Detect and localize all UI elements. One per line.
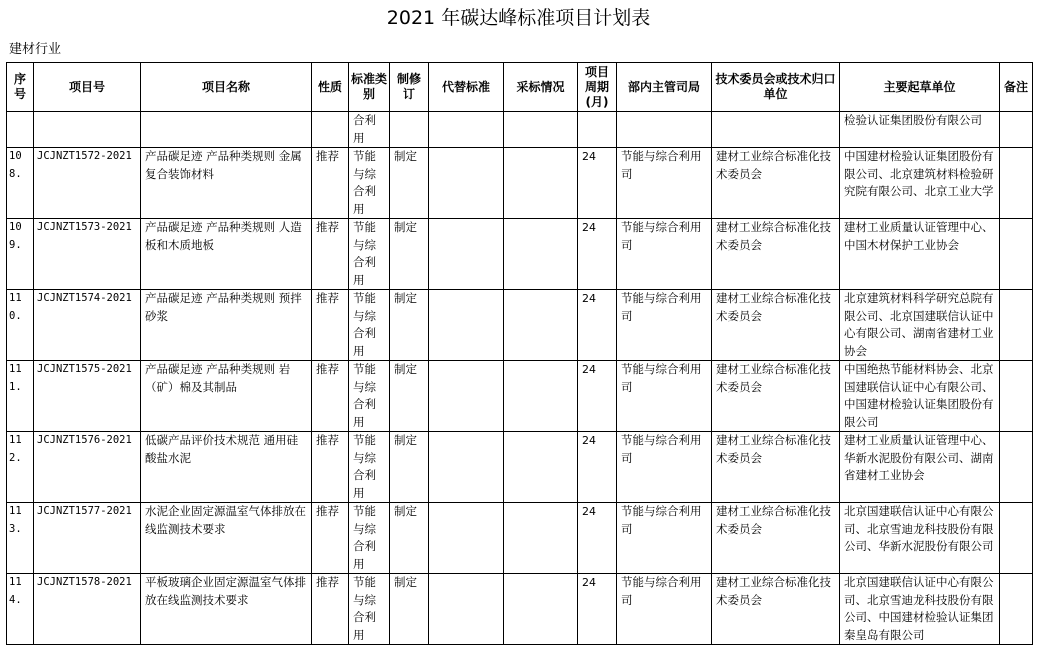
table-row — [7, 432, 1033, 503]
cell-period: 24 — [578, 290, 617, 361]
cell-remark — [1000, 290, 1033, 361]
cell-replace — [429, 503, 504, 574]
header-code: 项目号 — [34, 63, 141, 112]
cell-replace — [429, 290, 504, 361]
page-title: 2021 年碳达峰标准项目计划表 — [386, 7, 651, 29]
cell-revision: 制定 — [390, 503, 429, 574]
cell-remark — [1000, 219, 1033, 290]
cell-drafters: 中国绝热节能材料协会、北京国建联信认证中心有限公司、中国建材检验认证集团股份有限公司 — [840, 361, 1000, 432]
cell-category: 节能与综合利用 — [349, 503, 390, 574]
header-committee: 技术委员会或技术归口单位 — [712, 63, 840, 112]
cell-dept: 节能与综合利用司 — [617, 503, 712, 574]
cell-remark — [1000, 503, 1033, 574]
table-row-continuation — [7, 112, 1033, 148]
cell-seq: 114. — [7, 574, 34, 645]
cell-seq: 112. — [7, 432, 34, 503]
header-seq: 序号 — [7, 63, 34, 112]
cell-adopt — [504, 290, 578, 361]
cell-dept: 节能与综合利用司 — [617, 432, 712, 503]
cell-revision: 制定 — [390, 290, 429, 361]
cell-period: 24 — [578, 219, 617, 290]
cell-revision: 制定 — [390, 361, 429, 432]
cell-seq: 110. — [7, 290, 34, 361]
cell-remark — [1000, 574, 1033, 645]
cell-empty — [1000, 112, 1033, 148]
table-row — [7, 148, 1033, 219]
table-row — [7, 574, 1033, 645]
cell-period: 24 — [578, 148, 617, 219]
header-dept: 部内主管司局 — [617, 63, 712, 112]
cell-nature: 推荐 — [312, 503, 349, 574]
cell-nature: 推荐 — [312, 290, 349, 361]
cell-category: 节能与综合利用 — [349, 219, 390, 290]
cell-revision: 制定 — [390, 574, 429, 645]
cell-drafters: 北京国建联信认证中心有限公司、北京雪迪龙科技股份有限公司、中国建材检验认证集团秦皇岛有限公司 — [840, 574, 1000, 645]
cell-revision: 制定 — [390, 148, 429, 219]
cell-remark — [1000, 361, 1033, 432]
cell-seq: 111. — [7, 361, 34, 432]
cell-code: JCJNZT1578-2021 — [34, 574, 141, 645]
cell-empty — [578, 112, 617, 148]
cell-name: 产品碳足迹 产品种类规则 人造板和木质地板 — [141, 219, 312, 290]
cell-drafters: 建材工业质量认证管理中心、中国木材保护工业协会 — [840, 219, 1000, 290]
cell-period: 24 — [578, 503, 617, 574]
cell-empty — [390, 112, 429, 148]
cell-dept: 节能与综合利用司 — [617, 361, 712, 432]
cell-drafters: 北京国建联信认证中心有限公司、北京雪迪龙科技股份有限公司、华新水泥股份有限公司 — [840, 503, 1000, 574]
cell-empty — [7, 112, 34, 148]
cell-nature: 推荐 — [312, 432, 349, 503]
cell-seq: 109. — [7, 219, 34, 290]
table-header-row — [7, 63, 1033, 112]
cell-name: 产品碳足迹 产品种类规则 岩（矿）棉及其制品 — [141, 361, 312, 432]
cell-category: 合利用 — [349, 112, 390, 148]
header-drafters: 主要起草单位 — [840, 63, 1000, 112]
cell-committee: 建材工业综合标准化技术委员会 — [712, 361, 840, 432]
cell-remark — [1000, 432, 1033, 503]
table-row — [7, 361, 1033, 432]
cell-adopt — [504, 361, 578, 432]
cell-replace — [429, 361, 504, 432]
cell-revision: 制定 — [390, 432, 429, 503]
header-remark: 备注 — [1000, 63, 1033, 112]
cell-code: JCJNZT1572-2021 — [34, 148, 141, 219]
cell-period: 24 — [578, 574, 617, 645]
cell-drafters: 中国建材检验认证集团股份有限公司、北京建筑材料检验研究院有限公司、北京工业大学 — [840, 148, 1000, 219]
cell-name: 低碳产品评价技术规范 通用硅酸盐水泥 — [141, 432, 312, 503]
cell-category: 节能与综合利用 — [349, 432, 390, 503]
cell-dept: 节能与综合利用司 — [617, 219, 712, 290]
cell-committee: 建材工业综合标准化技术委员会 — [712, 219, 840, 290]
cell-adopt — [504, 148, 578, 219]
cell-nature: 推荐 — [312, 219, 349, 290]
cell-empty — [712, 112, 840, 148]
cell-drafters: 北京建筑材料科学研究总院有限公司、北京国建联信认证中心有限公司、湖南省建材工业协会 — [840, 290, 1000, 361]
cell-dept: 节能与综合利用司 — [617, 148, 712, 219]
table-body — [7, 112, 1033, 645]
cell-empty — [312, 112, 349, 148]
cell-adopt — [504, 503, 578, 574]
cell-code: JCJNZT1574-2021 — [34, 290, 141, 361]
cell-name: 产品碳足迹 产品种类规则 预拌砂浆 — [141, 290, 312, 361]
cell-replace — [429, 219, 504, 290]
table-row — [7, 290, 1033, 361]
cell-empty — [504, 112, 578, 148]
cell-dept: 节能与综合利用司 — [617, 574, 712, 645]
header-period: 项目周期(月) — [578, 63, 617, 112]
cell-remark — [1000, 148, 1033, 219]
cell-nature: 推荐 — [312, 148, 349, 219]
cell-code: JCJNZT1577-2021 — [34, 503, 141, 574]
cell-drafters: 检验认证集团股份有限公司 — [840, 112, 1000, 148]
cell-period: 24 — [578, 432, 617, 503]
cell-category: 节能与综合利用 — [349, 361, 390, 432]
cell-adopt — [504, 432, 578, 503]
cell-period: 24 — [578, 361, 617, 432]
cell-committee: 建材工业综合标准化技术委员会 — [712, 432, 840, 503]
cell-code: JCJNZT1573-2021 — [34, 219, 141, 290]
cell-committee: 建材工业综合标准化技术委员会 — [712, 290, 840, 361]
cell-code: JCJNZT1575-2021 — [34, 361, 141, 432]
cell-drafters: 建材工业质量认证管理中心、华新水泥股份有限公司、湖南省建材工业协会 — [840, 432, 1000, 503]
standards-table — [6, 62, 1033, 645]
cell-nature: 推荐 — [312, 361, 349, 432]
cell-seq: 108. — [7, 148, 34, 219]
cell-empty — [617, 112, 712, 148]
cell-replace — [429, 432, 504, 503]
cell-seq: 113. — [7, 503, 34, 574]
cell-committee: 建材工业综合标准化技术委员会 — [712, 148, 840, 219]
cell-committee: 建材工业综合标准化技术委员会 — [712, 503, 840, 574]
cell-name: 水泥企业固定源温室气体排放在线监测技术要求 — [141, 503, 312, 574]
cell-empty — [141, 112, 312, 148]
cell-dept: 节能与综合利用司 — [617, 290, 712, 361]
cell-name: 平板玻璃企业固定源温室气体排放在线监测技术要求 — [141, 574, 312, 645]
cell-empty — [34, 112, 141, 148]
cell-category: 节能与综合利用 — [349, 574, 390, 645]
cell-adopt — [504, 219, 578, 290]
header-replace: 代替标准 — [429, 63, 504, 112]
cell-revision: 制定 — [390, 219, 429, 290]
cell-empty — [429, 112, 504, 148]
header-category: 标准类别 — [349, 63, 390, 112]
industry-label: 建材行业 — [9, 42, 62, 57]
cell-replace — [429, 574, 504, 645]
table-row — [7, 219, 1033, 290]
cell-code: JCJNZT1576-2021 — [34, 432, 141, 503]
header-nature: 性质 — [312, 63, 349, 112]
header-name: 项目名称 — [141, 63, 312, 112]
cell-category: 节能与综合利用 — [349, 148, 390, 219]
cell-nature: 推荐 — [312, 574, 349, 645]
header-revision: 制修订 — [390, 63, 429, 112]
header-adopt: 采标情况 — [504, 63, 578, 112]
cell-committee: 建材工业综合标准化技术委员会 — [712, 574, 840, 645]
cell-name: 产品碳足迹 产品种类规则 金属复合装饰材料 — [141, 148, 312, 219]
table-row — [7, 503, 1033, 574]
cell-adopt — [504, 574, 578, 645]
cell-category: 节能与综合利用 — [349, 290, 390, 361]
cell-replace — [429, 148, 504, 219]
